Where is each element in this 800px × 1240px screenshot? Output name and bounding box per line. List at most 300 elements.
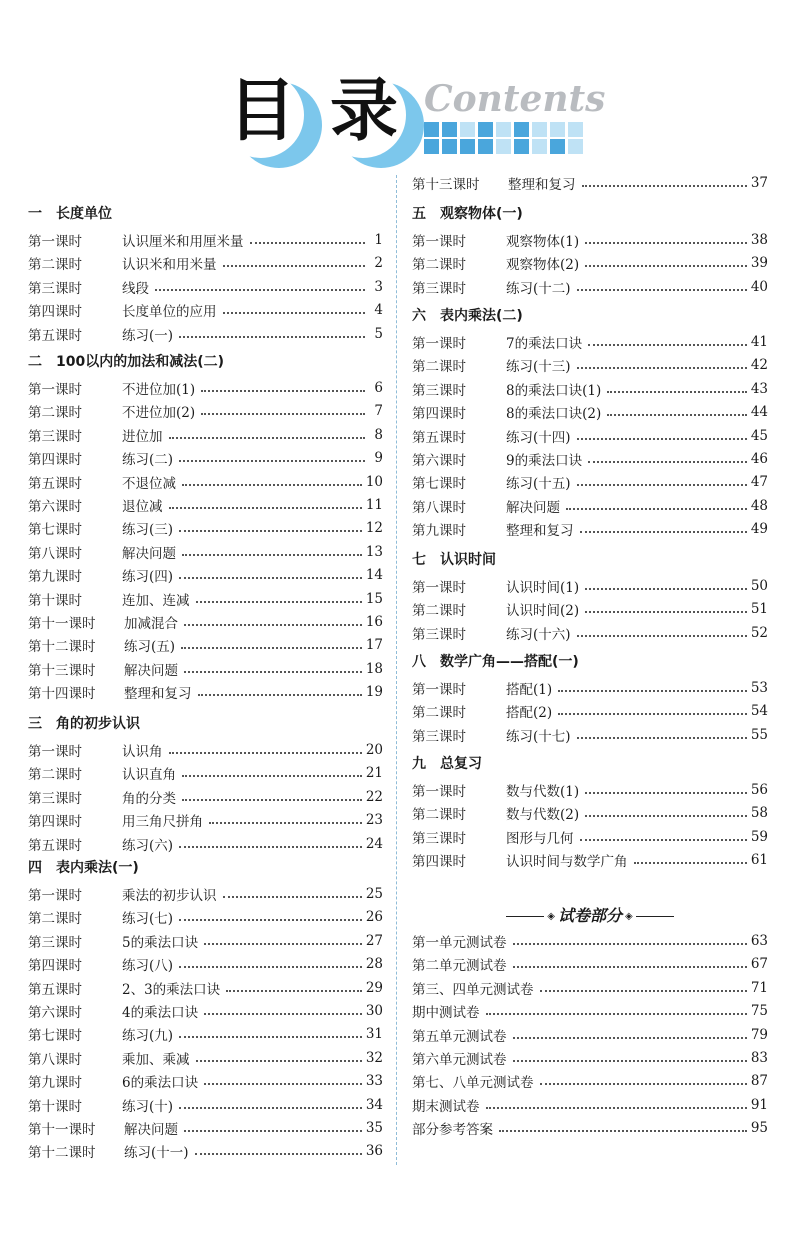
- lesson-number: 第三课时: [412, 382, 466, 399]
- crescent-moon-icon: [236, 82, 322, 168]
- lesson-title: 图形与几何: [506, 830, 574, 847]
- lesson-title: 进位加: [122, 428, 163, 445]
- toc-entry[interactable]: [412, 1047, 768, 1069]
- lesson-number: 第三课时: [28, 280, 82, 297]
- dot-leader: [540, 1083, 747, 1085]
- toc-entry[interactable]: [412, 849, 768, 871]
- lesson-title: 退位减: [122, 499, 163, 515]
- toc-entry[interactable]: [28, 564, 383, 586]
- lesson-number: 第七课时: [412, 476, 466, 493]
- toc-entry[interactable]: [28, 883, 383, 905]
- dot-leader: [588, 344, 747, 346]
- toc-entry[interactable]: [412, 930, 768, 952]
- page-number: 50: [750, 578, 768, 594]
- lesson-number: 第十课时: [28, 1098, 82, 1115]
- section-title: 一 长度单位: [28, 206, 112, 222]
- lesson-number: 第二课时: [412, 807, 466, 824]
- toc-entry[interactable]: [28, 1047, 383, 1069]
- lesson-title: 6的乘法口诀: [122, 1075, 199, 1092]
- toc-entry[interactable]: [412, 677, 768, 699]
- lesson-number: 第四课时: [28, 958, 82, 975]
- toc-entry[interactable]: [412, 425, 768, 447]
- page-number: 45: [750, 427, 768, 444]
- lesson-number: 第八课时: [28, 1051, 82, 1068]
- toc-entry[interactable]: [28, 953, 383, 975]
- lesson-title: 解决问题: [506, 499, 560, 516]
- page-number: 6: [374, 380, 383, 396]
- lesson-title: 练习(七): [122, 911, 174, 928]
- toc-entry[interactable]: [28, 424, 383, 446]
- toc-entry[interactable]: [412, 172, 768, 194]
- dot-leader: [499, 1130, 747, 1132]
- lesson-number: 第五课时: [412, 429, 466, 446]
- toc-entry[interactable]: [28, 588, 383, 610]
- page-number: 58: [750, 805, 768, 822]
- section-title: 五 观察物体(一): [412, 206, 523, 222]
- page-number: 95: [750, 1120, 768, 1137]
- dot-leader: [585, 265, 747, 267]
- title-char-mu: 目: [228, 72, 297, 151]
- section-title: 七 认识时间: [412, 552, 496, 568]
- page-number: 29: [365, 979, 383, 996]
- toc-entry[interactable]: [28, 541, 383, 563]
- page-number: 49: [750, 521, 768, 538]
- toc-entry[interactable]: [412, 953, 768, 975]
- lesson-number: 第四课时: [28, 304, 82, 321]
- dot-leader: [223, 312, 366, 314]
- toc-entry[interactable]: [412, 401, 768, 423]
- lesson-title: 不进位加(1): [122, 382, 196, 398]
- lesson-title: 搭配(1): [506, 682, 553, 698]
- page-number: 32: [365, 1049, 383, 1066]
- page-number: 13: [365, 543, 383, 560]
- lesson-title: 不退位减: [122, 475, 176, 492]
- toc-entry[interactable]: [412, 575, 768, 597]
- decor-square: [496, 122, 511, 137]
- dot-leader: [179, 1107, 362, 1109]
- toc-entry[interactable]: [28, 323, 383, 345]
- section-title: 八 数学广角——搭配(一): [412, 654, 579, 670]
- page-number: 87: [750, 1073, 768, 1090]
- toc-entry[interactable]: [28, 1000, 383, 1022]
- lesson-title: 加减混合: [124, 616, 178, 632]
- dot-leader: [182, 775, 362, 777]
- dot-leader: [580, 839, 747, 841]
- toc-entry[interactable]: [412, 1000, 768, 1022]
- toc-entry[interactable]: [412, 1024, 768, 1046]
- toc-entry[interactable]: [28, 1094, 383, 1116]
- lesson-title: 整理和复习: [506, 523, 574, 540]
- page-number: 75: [750, 1003, 768, 1020]
- page-number: 83: [750, 1050, 768, 1066]
- lesson-title: 乘法的初步认识: [122, 888, 217, 904]
- toc-header: [0, 0, 800, 170]
- lesson-title: 练习(一): [122, 327, 174, 344]
- lesson-title: 练习(十七): [506, 728, 571, 745]
- page-number: 27: [365, 932, 383, 949]
- decor-square: [424, 139, 439, 154]
- dot-leader: [607, 414, 747, 416]
- page-number: 38: [750, 232, 768, 248]
- lesson-number: 第三课时: [412, 728, 466, 745]
- toc-entry[interactable]: [28, 494, 383, 516]
- lesson-number: 第一课时: [412, 784, 466, 800]
- dot-leader: [558, 713, 747, 715]
- dot-leader: [196, 601, 362, 603]
- lesson-title: 练习(十): [122, 1098, 174, 1115]
- toc-entry[interactable]: [28, 517, 383, 539]
- page-number: 48: [750, 497, 768, 514]
- dot-leader: [486, 1013, 747, 1015]
- toc-entry[interactable]: [28, 681, 383, 703]
- page-number: 59: [750, 828, 768, 845]
- page-number: 5: [374, 325, 383, 342]
- lesson-title: 5的乘法口诀: [122, 934, 199, 951]
- dot-leader: [486, 1107, 747, 1109]
- page-number: 41: [750, 334, 768, 350]
- lesson-title: 练习(四): [122, 569, 174, 586]
- toc-entry[interactable]: [412, 977, 768, 999]
- dot-leader: [577, 635, 747, 637]
- toc-entry[interactable]: [28, 786, 383, 808]
- lesson-title: 解决问题: [122, 545, 176, 562]
- lesson-number: 第一课时: [412, 234, 466, 250]
- toc-entry[interactable]: [28, 299, 383, 321]
- toc-entry[interactable]: [28, 252, 383, 274]
- page-number: 56: [750, 782, 768, 798]
- dot-leader: [540, 990, 747, 992]
- dot-leader: [580, 531, 747, 533]
- column-divider: [396, 175, 397, 1165]
- lesson-number: 第八课时: [412, 499, 466, 516]
- lesson-number: 第十三课时: [28, 662, 96, 679]
- lesson-number: 第六课时: [412, 453, 466, 469]
- toc-entry[interactable]: [28, 229, 383, 251]
- dot-leader: [223, 265, 366, 267]
- toc-entry[interactable]: [412, 700, 768, 722]
- heading-rule: [636, 916, 674, 917]
- dot-leader: [513, 943, 747, 945]
- page-number: 19: [365, 684, 383, 701]
- lesson-number: 第十一课时: [28, 1122, 96, 1138]
- decor-square: [478, 139, 493, 154]
- toc-entry[interactable]: [412, 1094, 768, 1116]
- dot-leader: [184, 1130, 362, 1132]
- toc-entry[interactable]: [28, 809, 383, 831]
- lesson-number: 第五课时: [28, 837, 82, 854]
- dot-leader: [182, 554, 362, 556]
- toc-entry[interactable]: [28, 377, 383, 399]
- dot-leader: [588, 461, 747, 463]
- lesson-title: 7的乘法口诀: [506, 336, 583, 352]
- lesson-number: 第五课时: [28, 327, 82, 344]
- dot-leader: [250, 242, 366, 244]
- page-number: 44: [750, 404, 768, 421]
- lesson-number: 第十课时: [28, 592, 82, 609]
- dot-leader: [181, 647, 362, 649]
- page-number: 35: [365, 1120, 383, 1136]
- dot-leader: [513, 966, 747, 968]
- lesson-title: 认识米和用米量: [122, 257, 217, 274]
- toc-entry[interactable]: [28, 762, 383, 784]
- toc-entry[interactable]: [412, 276, 768, 298]
- lesson-title: 部分参考答案: [412, 1122, 493, 1139]
- exam-heading-text: 试卷部分: [557, 906, 622, 925]
- lesson-number: 第三课时: [412, 830, 466, 847]
- lesson-title: 观察物体(1): [506, 234, 580, 250]
- page-number: 26: [365, 909, 383, 926]
- dot-leader: [585, 815, 747, 817]
- section-title: 六 表内乘法(二): [412, 308, 523, 324]
- dot-leader: [184, 671, 362, 673]
- lesson-number: 第九课时: [28, 1075, 82, 1092]
- page-number: 24: [365, 835, 383, 852]
- page-number: 52: [750, 624, 768, 641]
- page-number: 34: [365, 1096, 383, 1113]
- dot-leader: [182, 484, 362, 486]
- toc-entry[interactable]: [412, 724, 768, 746]
- lesson-number: 第四课时: [412, 406, 466, 423]
- lesson-number: 第四课时: [412, 854, 466, 871]
- page-number: 20: [365, 742, 383, 758]
- dot-leader: [226, 990, 362, 992]
- dot-leader: [179, 846, 362, 848]
- toc-entry[interactable]: [28, 739, 383, 761]
- page-number: 23: [365, 812, 383, 829]
- page-number: 12: [365, 520, 383, 537]
- dot-leader: [585, 611, 747, 613]
- dot-leader: [585, 242, 747, 244]
- dot-leader: [577, 438, 747, 440]
- page-number: 40: [750, 278, 768, 295]
- dot-leader: [179, 1036, 362, 1038]
- toc-entry[interactable]: [412, 252, 768, 274]
- toc-entry[interactable]: [28, 611, 383, 633]
- lesson-title: 8的乘法口诀(1): [506, 382, 602, 399]
- lesson-number: 第一课时: [28, 888, 82, 904]
- toc-entry[interactable]: [28, 276, 383, 298]
- toc-entry[interactable]: [412, 779, 768, 801]
- lesson-number: 第三课时: [28, 428, 82, 445]
- page-number: 39: [750, 255, 768, 272]
- lesson-title: 练习(十一): [124, 1145, 189, 1162]
- ornament-icon: ◈: [625, 911, 633, 922]
- toc-entry[interactable]: [28, 634, 383, 656]
- dot-leader: [179, 530, 362, 532]
- lesson-title: 练习(九): [122, 1028, 174, 1045]
- dot-leader: [634, 862, 747, 864]
- dot-leader: [195, 1153, 362, 1155]
- toc-entry[interactable]: [28, 930, 383, 952]
- toc-entry[interactable]: [28, 1023, 383, 1045]
- title-char-lu: 录: [330, 72, 399, 151]
- toc-entry[interactable]: [412, 1070, 768, 1092]
- section-title: 二 100以内的加法和减法(二): [28, 354, 225, 370]
- lesson-title: 练习(五): [124, 639, 176, 656]
- page-number: 8: [374, 426, 383, 443]
- page-number: 9: [374, 450, 383, 467]
- toc-entry[interactable]: [412, 1117, 768, 1139]
- page-number: 91: [750, 1096, 768, 1113]
- dot-leader: [566, 508, 747, 510]
- lesson-title: 认识厘米和用厘米量: [122, 234, 244, 250]
- decor-square: [442, 122, 457, 137]
- lesson-title: 第五单元测试卷: [412, 1028, 507, 1045]
- contents-wordmark: Contents: [424, 78, 606, 120]
- lesson-title: 观察物体(2): [506, 257, 580, 274]
- page-number: 25: [365, 886, 383, 902]
- dot-leader: [607, 391, 747, 393]
- lesson-number: 第四课时: [28, 452, 82, 469]
- dot-leader: [204, 943, 362, 945]
- toc-entry[interactable]: [412, 622, 768, 644]
- page-number: 36: [365, 1143, 383, 1160]
- toc-entry[interactable]: [28, 1117, 383, 1139]
- dot-leader: [585, 792, 747, 794]
- page-number: 7: [374, 403, 383, 420]
- lesson-number: 第一课时: [28, 382, 82, 398]
- toc-entry[interactable]: [28, 1140, 383, 1162]
- lesson-number: 第七课时: [28, 522, 82, 539]
- toc-entry[interactable]: [28, 906, 383, 928]
- page-number: 63: [750, 933, 768, 949]
- toc-entry[interactable]: [412, 354, 768, 376]
- lesson-title: 认识直角: [122, 767, 176, 784]
- lesson-title: 9的乘法口诀: [506, 453, 583, 469]
- lesson-title: 整理和复习: [124, 686, 192, 703]
- toc-entry[interactable]: [28, 471, 383, 493]
- dot-leader: [201, 390, 365, 392]
- lesson-number: 第六课时: [28, 499, 82, 515]
- lesson-title: 线段: [122, 280, 149, 297]
- dot-leader: [184, 624, 362, 626]
- lesson-title: 练习(十五): [506, 476, 571, 493]
- decor-square: [568, 122, 583, 137]
- lesson-title: 第二单元测试卷: [412, 958, 507, 975]
- dot-leader: [585, 588, 747, 590]
- lesson-title: 练习(二): [122, 452, 174, 469]
- page-number: 53: [750, 680, 768, 696]
- lesson-number: 第二课时: [412, 257, 466, 274]
- toc-entry[interactable]: [412, 378, 768, 400]
- toc-entry[interactable]: [28, 1070, 383, 1092]
- lesson-title: 第一单元测试卷: [412, 935, 507, 951]
- lesson-title: 解决问题: [124, 662, 178, 679]
- lesson-number: 第二课时: [412, 359, 466, 376]
- lesson-title: 数与代数(2): [506, 807, 580, 824]
- lesson-title: 练习(十六): [506, 626, 571, 643]
- page-number: 33: [365, 1073, 383, 1090]
- page-number: 28: [365, 956, 383, 973]
- page-number: 51: [750, 601, 768, 618]
- toc-entry[interactable]: [28, 658, 383, 680]
- lesson-title: 搭配(2): [506, 705, 553, 722]
- decor-square: [532, 139, 547, 154]
- dot-leader: [577, 367, 747, 369]
- page-number: 14: [365, 567, 383, 584]
- decor-square: [568, 139, 583, 154]
- toc-entry[interactable]: [412, 826, 768, 848]
- toc-entry[interactable]: [28, 977, 383, 999]
- page-number: 54: [750, 703, 768, 720]
- toc-entry[interactable]: [28, 833, 383, 855]
- page-number: 2: [374, 255, 383, 272]
- lesson-number: 第二课时: [28, 911, 82, 928]
- lesson-number: 第三课时: [412, 280, 466, 297]
- page-number: 22: [365, 788, 383, 805]
- lesson-number: 第三课时: [28, 790, 82, 807]
- page-number: 15: [365, 590, 383, 607]
- heading-rule: [506, 916, 544, 917]
- toc-entry[interactable]: [28, 447, 383, 469]
- decor-square: [496, 139, 511, 154]
- page-number: 42: [750, 357, 768, 374]
- dot-leader: [182, 799, 362, 801]
- lesson-title: 第七、八单元测试卷: [412, 1075, 534, 1092]
- lesson-number: 第一课时: [28, 234, 82, 250]
- lesson-title: 解决问题: [124, 1122, 178, 1138]
- lesson-title: 练习(十二): [506, 280, 571, 297]
- lesson-number: 第二课时: [412, 603, 466, 620]
- dot-leader: [179, 336, 365, 338]
- toc-entry[interactable]: [412, 471, 768, 493]
- dot-leader: [179, 460, 365, 462]
- toc-entry[interactable]: [412, 598, 768, 620]
- toc-entry[interactable]: [412, 331, 768, 353]
- crescent-moon-icon: [338, 82, 424, 168]
- toc-entry[interactable]: [412, 448, 768, 470]
- page-number: 46: [750, 451, 768, 467]
- lesson-title: 2、3的乘法口诀: [122, 981, 221, 998]
- dot-leader: [558, 690, 747, 692]
- decor-square: [550, 139, 565, 154]
- page-number: 1: [374, 232, 383, 248]
- lesson-title: 练习(六): [122, 837, 174, 854]
- decor-square: [514, 122, 529, 137]
- dot-leader: [179, 919, 362, 921]
- decor-square: [532, 122, 547, 137]
- dot-leader: [169, 437, 366, 439]
- page-number: 18: [365, 660, 383, 677]
- lesson-title: 练习(三): [122, 522, 174, 539]
- toc-entry[interactable]: [28, 400, 383, 422]
- toc-entry[interactable]: [412, 229, 768, 251]
- lesson-number: 第八课时: [28, 545, 82, 562]
- page-number: 71: [750, 979, 768, 996]
- page-number: 10: [365, 473, 383, 490]
- lesson-number: 第一课时: [412, 336, 466, 352]
- decor-square: [460, 122, 475, 137]
- lesson-number: 第十一课时: [28, 616, 96, 632]
- dot-leader: [204, 1013, 362, 1015]
- decor-square: [478, 122, 493, 137]
- lesson-number: 第二课时: [28, 767, 82, 784]
- dot-leader: [577, 484, 747, 486]
- lesson-number: 第九课时: [28, 569, 82, 586]
- lesson-title: 认识时间(2): [506, 603, 580, 620]
- dot-leader: [169, 507, 362, 509]
- page-number: 67: [750, 956, 768, 973]
- lesson-title: 用三角尺拼角: [122, 814, 203, 831]
- lesson-title: 认识角: [122, 744, 163, 760]
- lesson-title: 数与代数(1): [506, 784, 580, 800]
- toc-entry[interactable]: [412, 802, 768, 824]
- lesson-title: 连加、连减: [122, 592, 190, 609]
- toc-entry[interactable]: [412, 518, 768, 540]
- lesson-number: 第十四课时: [28, 686, 96, 703]
- dot-leader: [169, 752, 362, 754]
- toc-entry[interactable]: [412, 495, 768, 517]
